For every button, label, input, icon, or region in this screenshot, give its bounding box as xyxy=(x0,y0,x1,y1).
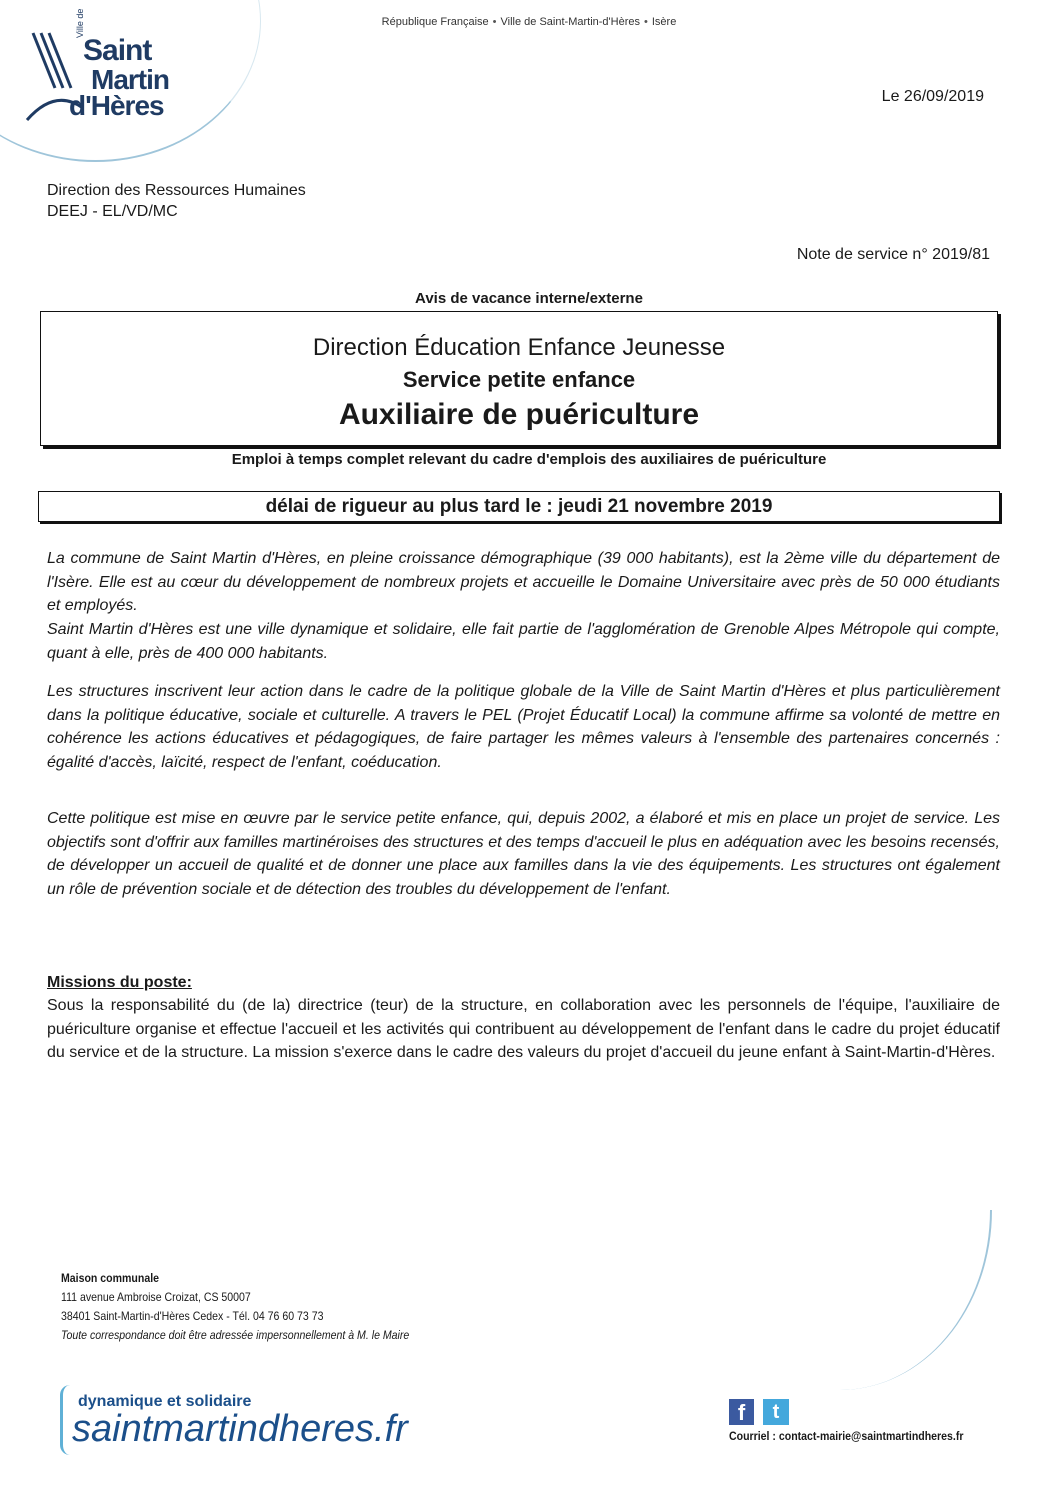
job-title-box xyxy=(40,311,998,446)
employment-type: Emploi à temps complet relevant du cadre d'emplois des auxiliaires de puériculture xyxy=(231,451,827,468)
footer-address xyxy=(61,1269,409,1345)
paragraph-politique: Cette politique est mise en œuvre par le service petite enfance, qui, depuis 2002, a élaboré et mis en place un projet de service. Les objectifs sont d'offrir aux familles martinéroises des structures et des temps d'accueil le plus en adéquation avec les besoins recensés, de développer un accueil de qualité et de donner une place aux familles dans la vie des équipements. Les structures ont également un rôle de prévention sociale et de détection des troubles du développement de l'enfant. xyxy=(47,810,1000,898)
facebook-icon[interactable]: f xyxy=(729,1399,754,1425)
twitter-icon[interactable]: t xyxy=(763,1399,789,1425)
missions-heading: Missions du poste: xyxy=(47,974,192,991)
city-logo xyxy=(25,8,169,128)
website-link[interactable]: saintmartindheres.fr xyxy=(72,1408,408,1450)
logo-saint: Saint xyxy=(83,34,152,67)
separator-dot: • xyxy=(492,16,497,28)
note-de-service: Note de service n° 2019/81 xyxy=(796,246,990,263)
deadline-box xyxy=(38,491,1000,522)
address-line-2: 38401 Saint-Martin-d'Hères Cedex - Tél. 04 76 60 73 73 xyxy=(61,1309,324,1323)
position-title: Auxiliaire de puériculture xyxy=(338,398,700,431)
contact-email[interactable]: Courriel : contact-mairie@saintmartindheres.fr xyxy=(729,1429,964,1443)
document-date: Le 26/09/2019 xyxy=(881,88,984,105)
service-title: Service petite enfance xyxy=(402,367,636,392)
paragraph-metropole: Saint Martin d'Hères est une ville dynamique et solidaire, elle fait partie de l'agglomération de Grenoble Alpes Métropole qui compte, quant à elle, près de 400 000 habitants. xyxy=(47,621,1000,662)
maison-communale: Maison communale xyxy=(61,1271,159,1285)
reference-code: DEEJ - EL/VD/MC xyxy=(47,203,178,220)
logo-dheres: d'Hères xyxy=(69,90,164,121)
slogan: dynamique et solidaire xyxy=(78,1393,252,1410)
correspondance-note: Toute correspondance doit être adressée impersonnellement à M. le Maire xyxy=(61,1328,410,1342)
logo-martin: Martin xyxy=(91,64,169,95)
missions-text: Sous la responsabilité du (de la) directrice (teur) de la structure, en collaboration avec les personnels de l'équipe, l'auxiliaire de puériculture organise et effectue l'accueil et les activités qui contribuent au développement de l'enfant dans le cadre du projet éducatif du service et de la structure. La mission s'exerce dans le cadre des valeurs du projet d'accueil du jeune enfant à Saint-Martin-d'Hères. xyxy=(47,997,1000,1061)
avis-heading: Avis de vacance interne/externe xyxy=(415,290,643,307)
ville-text: Ville de Saint-Martin-d'Hères xyxy=(500,16,640,28)
paragraph-structures: Les structures inscrivent leur action dans le cadre de la politique globale de la Ville de Saint Martin d'Hères et plus particulièrement dans la politique éducative, sociale et culturelle. A travers le PEL (Projet Éducatif Local) la commune affirme sa volonté de mettre en cohérence les actions éducatives et pédagogiques, de faire partager les mêmes valeurs à l'ensemble des partenaires concernés : égalité d'accès, laïcité, respect de l'enfant, coéducation. xyxy=(47,683,1000,771)
separator-dot: • xyxy=(644,16,648,28)
footer-arc-decoration xyxy=(840,1210,992,1390)
paragraph-commune: La commune de Saint Martin d'Hères, en pleine croissance démographique (39 000 habitants), est la 2ème ville du département de l'Isère. Elle est au cœur du développement de nombreux projets et accueille le Domaine Universitaire avec près de 50 000 étudiants et employés. xyxy=(47,550,1000,614)
department-name: Direction des Ressources Humaines xyxy=(47,182,306,199)
isere-text: Isère xyxy=(651,16,677,28)
direction-title: Direction Éducation Enfance Jeunesse xyxy=(312,334,726,361)
deadline-text: délai de rigueur au plus tard le : jeudi 21 novembre 2019 xyxy=(265,496,773,517)
sender-block xyxy=(47,180,306,222)
address-line-1: 111 avenue Ambroise Croizat, CS 50007 xyxy=(61,1290,251,1304)
logo-ville-de: Ville de xyxy=(75,8,85,38)
republique-text: République Française xyxy=(381,16,489,28)
